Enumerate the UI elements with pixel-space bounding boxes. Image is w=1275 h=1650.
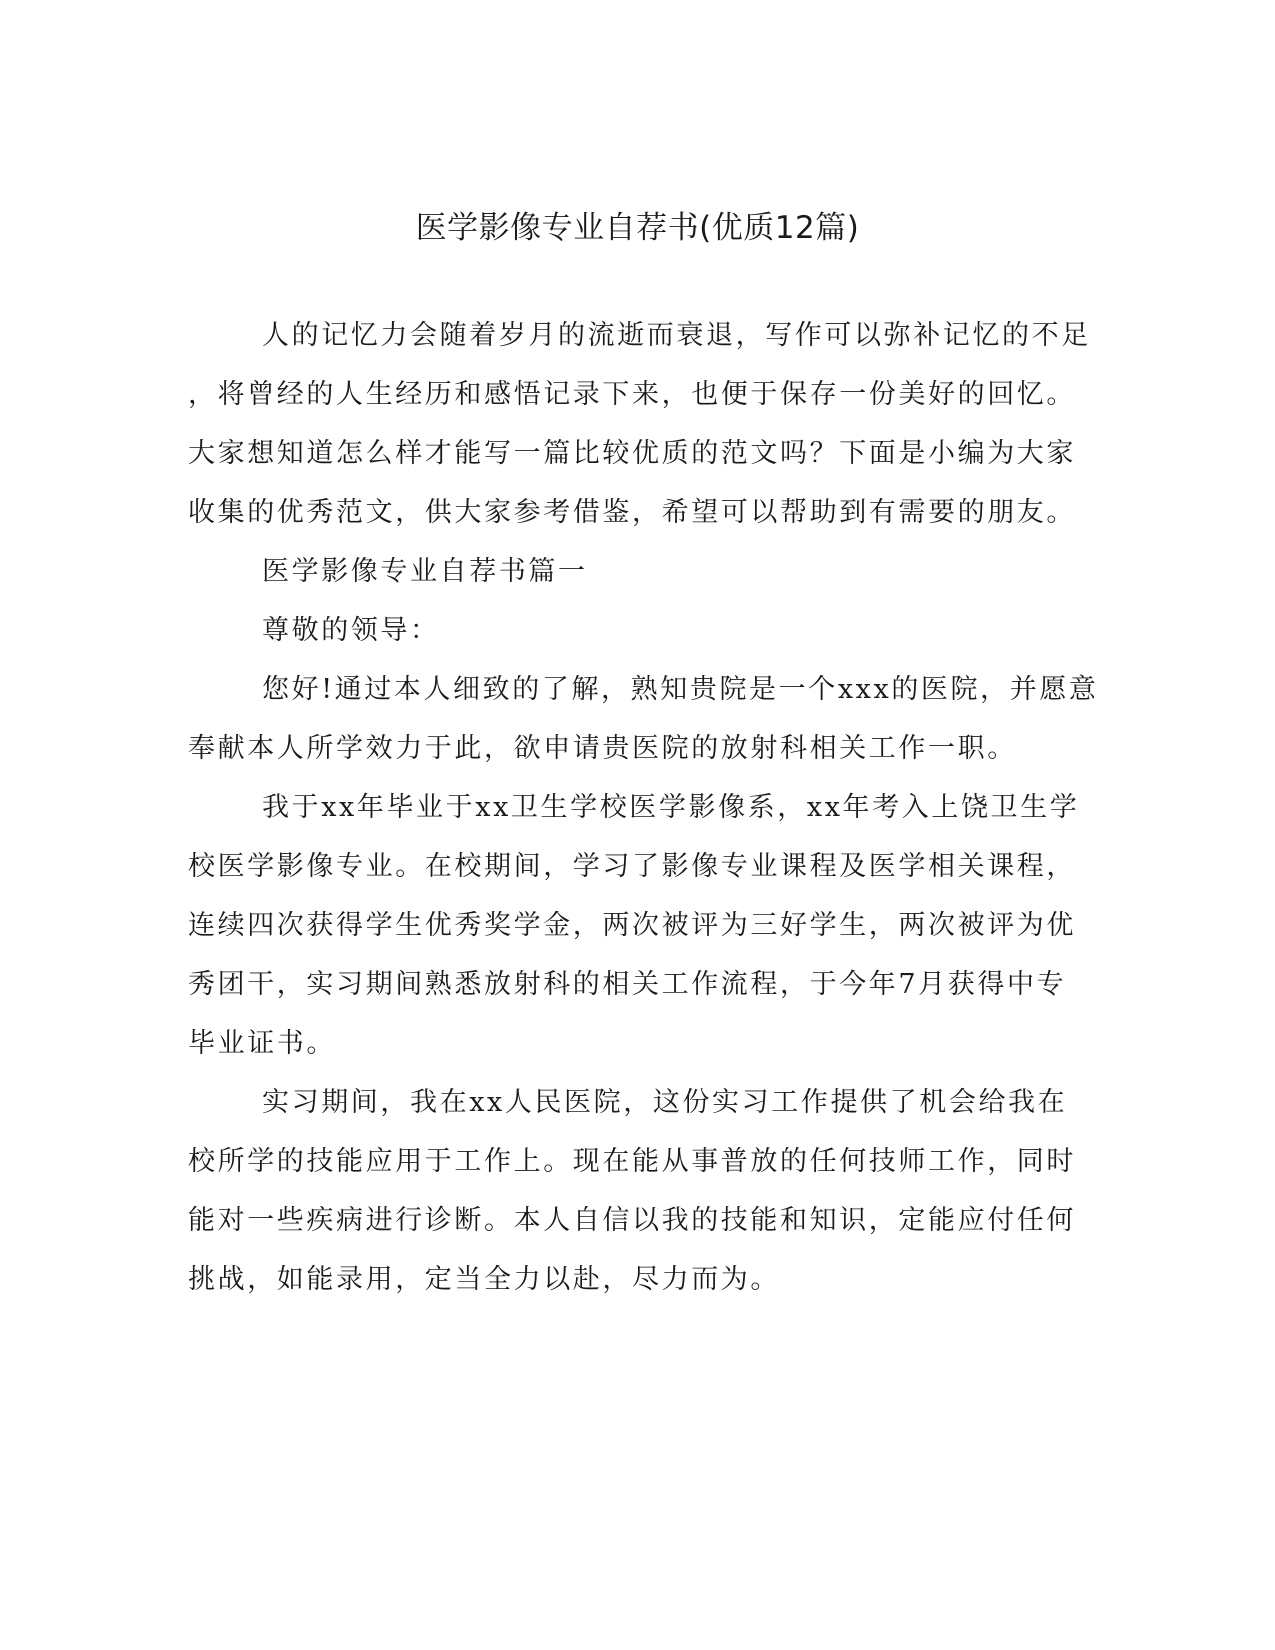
- paragraph-1-line-1: 您好!通过本人细致的了解，熟知贵院是一个xxx的医院，并愿意: [262, 674, 1099, 705]
- paragraph-3-line-3: 能对一些疾病进行诊断。本人自信以我的技能和知识，定能应付任何: [188, 1205, 1076, 1236]
- document-title: 医学影像专业自荐书(优质12篇): [415, 210, 860, 246]
- intro-line-1: 人的记忆力会随着岁月的流逝而衰退，写作可以弥补记忆的不足: [262, 320, 1091, 351]
- paragraph-2-line-3: 连续四次获得学生优秀奖学金，两次被评为三好学生，两次被评为优: [188, 910, 1076, 941]
- paragraph-2-line-1: 我于xx年毕业于xx卫生学校医学影像系，xx年考入上饶卫生学: [262, 792, 1080, 823]
- paragraph-3-line-4: 挑战，如能录用，定当全力以赴，尽力而为。: [188, 1264, 780, 1295]
- paragraph-3-line-2: 校所学的技能应用于工作上。现在能从事普放的任何技师工作，同时: [188, 1146, 1076, 1177]
- paragraph-2-line-4: 秀团干，实习期间熟悉放射科的相关工作流程，于今年7月获得中专: [188, 969, 1067, 1000]
- section-heading: 医学影像专业自荐书篇一: [262, 556, 588, 587]
- paragraph-1-line-2: 奉献本人所学效力于此，欲申请贵医院的放射科相关工作一职。: [188, 733, 1017, 764]
- paragraph-2-line-5: 毕业证书。: [188, 1028, 336, 1059]
- salutation: 尊敬的领导：: [262, 615, 440, 646]
- paragraph-2-line-2: 校医学影像专业。在校期间，学习了影像专业课程及医学相关课程，: [188, 851, 1076, 882]
- intro-line-4: 收集的优秀范文，供大家参考借鉴，希望可以帮助到有需要的朋友。: [188, 497, 1076, 528]
- paragraph-3-line-1: 实习期间，我在xx人民医院，这份实习工作提供了机会给我在: [262, 1087, 1068, 1118]
- intro-line-2: ，将曾经的人生经历和感悟记录下来，也便于保存一份美好的回忆。: [188, 379, 1076, 410]
- intro-line-3: 大家想知道怎么样才能写一篇比较优质的范文吗？下面是小编为大家: [188, 438, 1076, 469]
